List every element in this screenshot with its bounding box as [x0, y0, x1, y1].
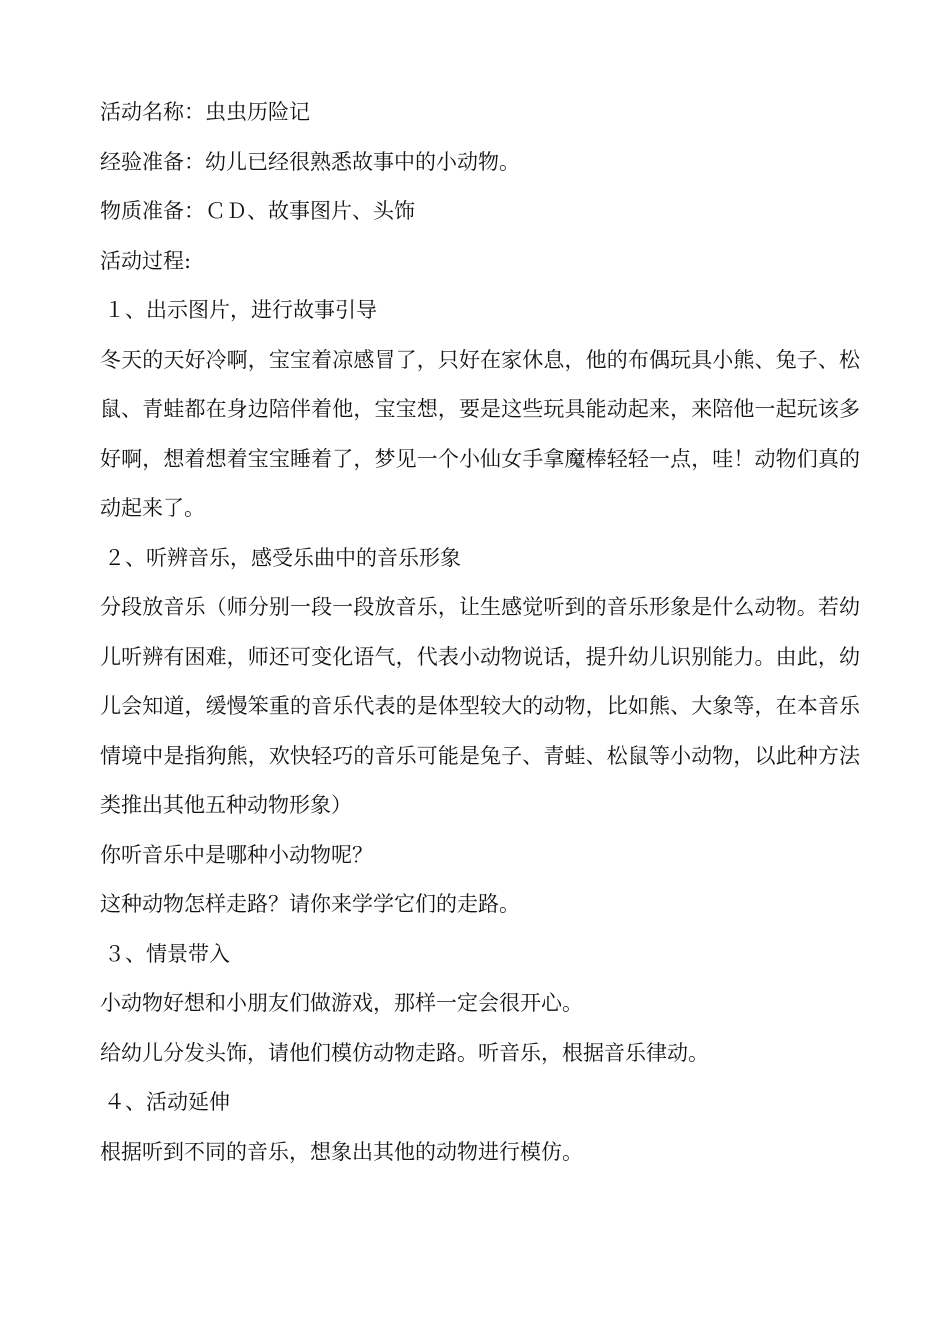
step3-paragraph-2: 给幼儿分发头饰，请他们模仿动物走路。听音乐，根据音乐律动。 — [100, 1040, 709, 1065]
step2-question-2: 这种动物怎样走路？请你来学学它们的走路。 — [100, 892, 520, 916]
step3-heading: ３、情景带入 — [104, 941, 230, 966]
step3-paragraph-1: 小动物好想和小朋友们做游戏，那样一定会很开心。 — [100, 991, 583, 1015]
step4-heading: ４、活动延伸 — [104, 1090, 230, 1114]
step1-heading: １、出示图片，进行故事引导 — [104, 298, 377, 322]
material-prep: 物质准备：ＣＤ、故事图片、头饰 — [100, 199, 415, 223]
activity-name: 活动名称：虫虫历险记 — [100, 100, 310, 124]
experience-prep: 经验准备：幼儿已经很熟悉故事中的小动物。 — [100, 149, 520, 174]
step1-paragraph: 冬天的天好冷啊，宝宝着凉感冒了，只好在家休息，他的布偶玩具小熊、兔子、松鼠、青蛙都在身边陪伴着他，宝宝想，要是这些玩具能动起来，来陪他一起玩该多好啊，想着想着宝宝睡着了，梦见一个小仙女手拿魔棒轻轻一点，哇！动物们真的动起来了。 — [100, 347, 860, 520]
step2-question-1: 你听音乐中是哪种小动物呢？ — [100, 842, 373, 867]
step2-heading: ２、听辨音乐，感受乐曲中的音乐形象 — [104, 545, 461, 570]
step2-paragraph: 分段放音乐（师分别一段一段放音乐，让生感觉听到的音乐形象是什么动物。若幼儿听辨有困难，师还可变化语气，代表小动物说话，提升幼儿识别能力。由此，幼儿会知道，缓慢笨重的音乐代表的是体型较大的动物，比如熊、大象等，在本音乐情境中是指狗熊，欢快轻巧的音乐可能是兔子、青蛙、松鼠等小动物，以此种方法类推出其他五种动物形象） — [100, 595, 860, 817]
step4-paragraph: 根据听到不同的音乐，想象出其他的动物进行模仿。 — [100, 1139, 583, 1164]
document-body — [100, 88, 860, 1177]
process-heading: 活动过程: — [100, 248, 192, 273]
